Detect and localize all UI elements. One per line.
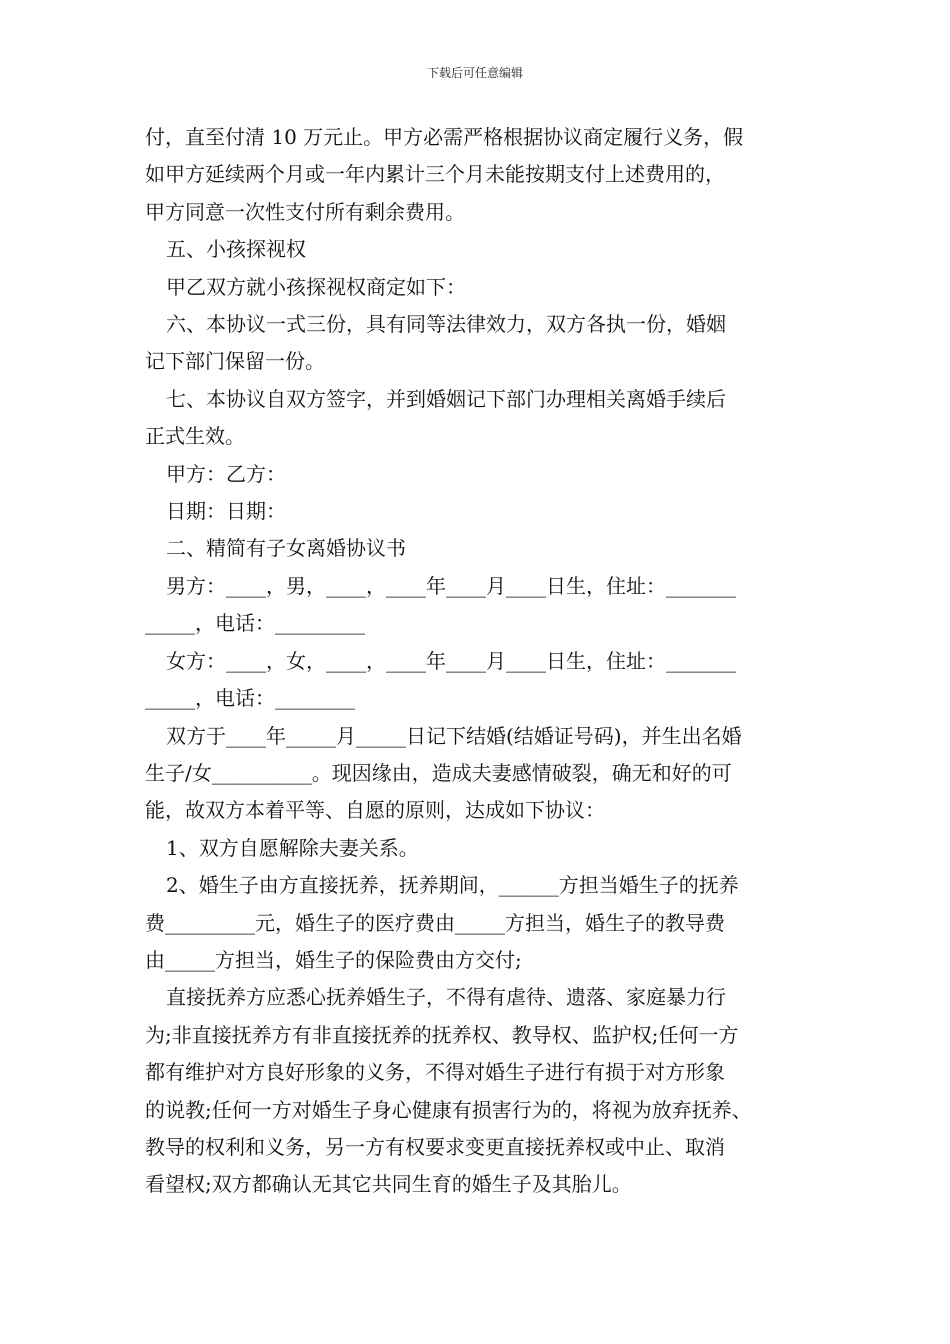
text-line: 2、婚生子由方直接抚养，抚养期间，______方担当婚生子的抚养 bbox=[166, 873, 739, 898]
text-line: 甲方：乙方： bbox=[166, 461, 286, 486]
text-line: 1、双方自愿解除夫妻关系。 bbox=[166, 835, 419, 860]
text-line: 生子/女__________。现因缘由，造成夫妻感情破裂，确无和好的可 bbox=[145, 760, 732, 785]
text-line: 记下部门保留一份。 bbox=[145, 349, 325, 374]
text-line: 五、小孩探视权 bbox=[166, 237, 306, 262]
text-line: 由_____方担当，婚生子的保险费由方交付; bbox=[145, 947, 522, 972]
text-line: 甲方同意一次性支付所有剩余费用。 bbox=[145, 199, 465, 224]
text-line: 直接抚养方应悉心抚养婚生子，不得有虐待、遗落、家庭暴力行 bbox=[166, 985, 726, 1010]
text-line: _____，电话：_________ bbox=[145, 611, 365, 636]
text-line: 付，直至付清 10 万元止。甲方必需严格根据协议商定履行义务，假 bbox=[145, 125, 744, 149]
document-body bbox=[145, 119, 807, 1204]
text-line: 能，故双方本着平等、自愿的原则，达成如下协议： bbox=[145, 798, 605, 823]
text-line: 看望权;双方都确认无其它共同生育的婚生子及其胎儿。 bbox=[145, 1172, 632, 1197]
text-line: 教导的权利和义务，另一方有权要求变更直接抚养权或中止、取消 bbox=[145, 1134, 725, 1159]
text-line: 都有维护对方良好形象的义务，不得对婚生子进行有损于对方形象 bbox=[145, 1060, 725, 1085]
text-line: 的说教;任何一方对婚生子身心健康有损害行为的，将视为放弃抚养、 bbox=[145, 1097, 752, 1122]
text-line: 女方：____，女，____，____年____月____日生，住址：_______ bbox=[166, 648, 736, 673]
page-header: 下载后可任意编辑 bbox=[426, 66, 523, 80]
text-line: 如甲方延续两个月或一年内累计三个月未能按期支付上述费用的， bbox=[145, 162, 725, 187]
text-line: 甲乙双方就小孩探视权商定如下： bbox=[166, 274, 466, 299]
text-line: 七、本协议自双方签字，并到婚姻记下部门办理相关离婚手续后 bbox=[166, 386, 726, 411]
text-line: _____，电话：________ bbox=[145, 686, 355, 711]
text-line: 为;非直接抚养方有非直接抚养的抚养权、教导权、监护权;任何一方 bbox=[145, 1022, 739, 1047]
text-line: 六、本协议一式三份，具有同等法律效力，双方各执一份，婚姻 bbox=[166, 312, 726, 337]
text-line: 费_________元，婚生子的医疗费由_____方担当，婚生子的教导费 bbox=[145, 910, 725, 935]
text-line: 正式生效。 bbox=[145, 424, 245, 449]
text-line: 二、精简有子女离婚协议书 bbox=[166, 536, 406, 561]
text-line: 日期：日期： bbox=[166, 499, 286, 524]
text-line: 男方：____，男，____，____年____月____日生，住址：_______ bbox=[166, 573, 736, 598]
text-line: 双方于____年_____月_____日记下结婚(结婚证号码)，并生出名婚 bbox=[166, 723, 742, 748]
